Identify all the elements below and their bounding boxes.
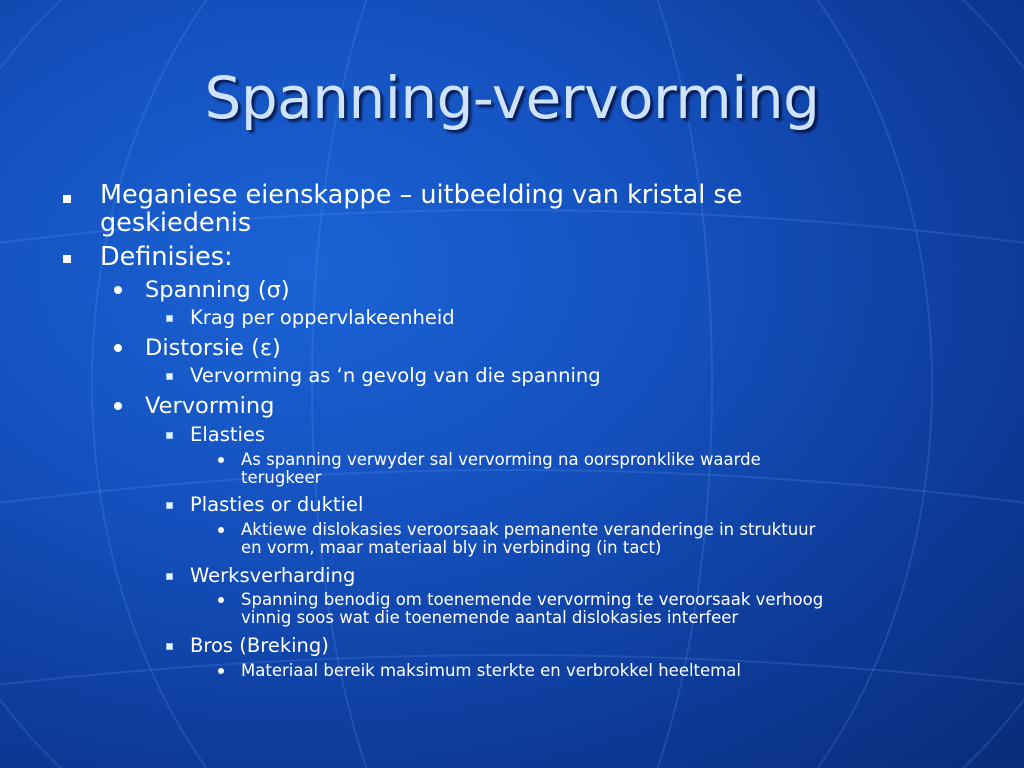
bullet-text: Bros (Breking)	[190, 634, 329, 657]
square-bullet-icon	[63, 195, 71, 203]
bullet-text-continued: en vorm, maar materiaal bly in verbinding (in tact)	[241, 538, 662, 557]
square-bullet-icon	[166, 373, 173, 380]
dot-bullet-icon	[218, 457, 224, 463]
bullet-text-continued: vinnig soos wat die toenemende aantal dislokasies interfeer	[241, 608, 739, 627]
dot-bullet-icon	[218, 597, 224, 603]
bullet-text: Materiaal bereik maksimum sterkte en verbrokkel heeltemal	[241, 661, 741, 680]
bullet-text: Werksverharding	[190, 564, 356, 587]
square-bullet-icon	[166, 573, 173, 580]
bullet-text: Krag per oppervlakeenheid	[190, 306, 455, 329]
bullet-text: Vervorming as ‘n gevolg van die spanning	[190, 364, 601, 387]
bullet-text: Vervorming	[145, 393, 275, 419]
bullet-text: Definisies:	[100, 242, 233, 272]
square-bullet-icon	[63, 255, 71, 263]
square-bullet-icon	[166, 502, 173, 509]
bullet-text: Meganiese eienskappe – uitbeelding van kristal se	[100, 180, 743, 210]
bullet-text: Spanning benodig om toenemende vervorming te veroorsaak verhoog	[241, 590, 824, 609]
dot-bullet-icon	[218, 527, 224, 533]
bullet-text-continued: terugkeer	[241, 468, 322, 487]
bullet-text: Elasties	[190, 423, 266, 446]
bullet-text: As spanning verwyder sal vervorming na oorspronklike waarde	[241, 450, 761, 469]
square-bullet-icon	[166, 643, 173, 650]
bullet-text: Spanning (σ)	[145, 277, 290, 303]
dot-bullet-icon	[218, 668, 224, 674]
bullet-text: Aktiewe dislokasies veroorsaak pemanente veranderinge in struktuur	[241, 520, 816, 539]
square-bullet-icon	[166, 432, 173, 439]
slide-title: Spanning-vervorming	[204, 64, 820, 132]
bullet-text: Plasties or duktiel	[190, 493, 364, 516]
bullet-text: Distorsie (ε)	[145, 335, 281, 361]
dot-bullet-icon	[114, 286, 122, 294]
square-bullet-icon	[166, 315, 173, 322]
dot-bullet-icon	[114, 344, 122, 352]
bullet-text-continued: geskiedenis	[100, 208, 252, 238]
dot-bullet-icon	[114, 402, 122, 410]
